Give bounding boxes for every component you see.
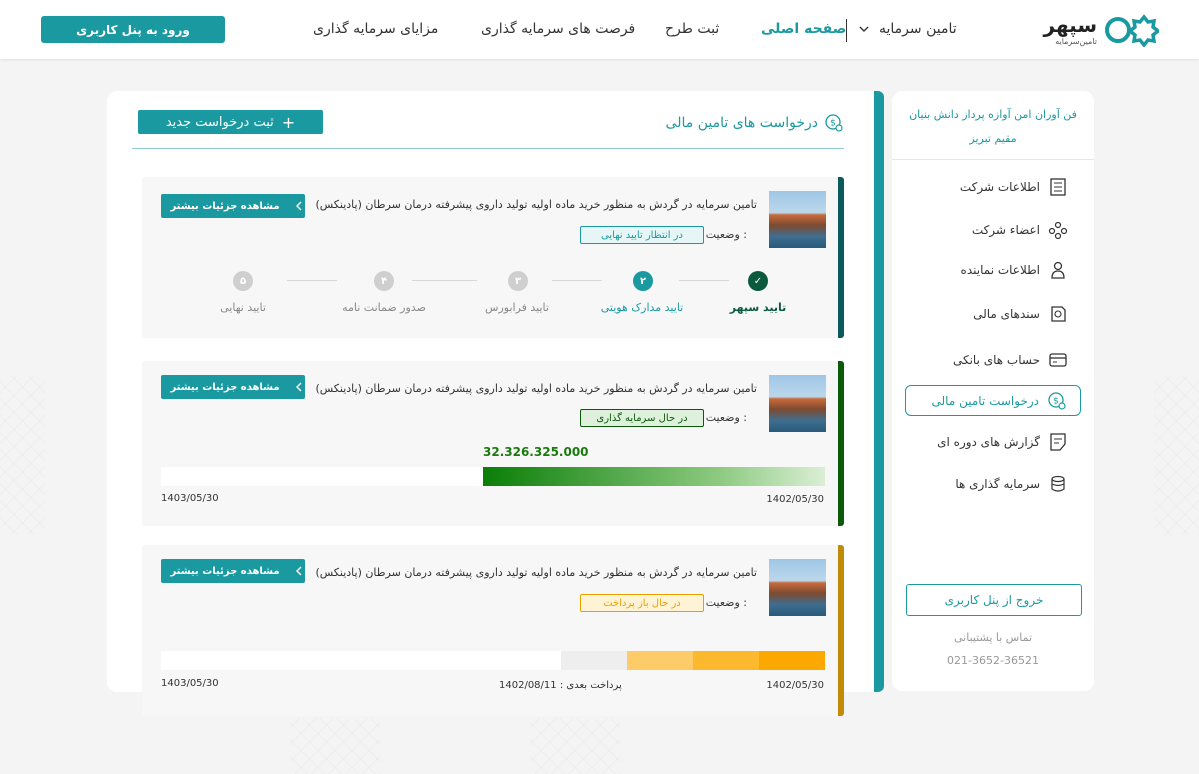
repayment-segment	[693, 651, 759, 670]
step-connector	[412, 280, 477, 281]
nav-investment-opportunities[interactable]: فرصت های سرمایه گذاری	[481, 21, 636, 37]
sidebar-item-financial-docs[interactable]	[905, 298, 1081, 329]
end-date: 1403/05/30	[161, 493, 219, 504]
view-details-label: مشاهده جزئیات بیشتر	[170, 200, 280, 212]
repayment-segment	[759, 651, 825, 670]
step-2-label: تایید مدارک هویتی	[600, 301, 684, 314]
step-4: ۴	[374, 271, 394, 291]
card-accent	[838, 177, 844, 338]
status-badge: در انتظار تایید نهایی	[580, 226, 704, 244]
sidebar-item-financing-request[interactable]	[905, 385, 1081, 416]
sidebar-item-label: گزارش های دوره ای	[937, 434, 1040, 449]
sidebar-item-investments[interactable]	[905, 468, 1081, 499]
new-request-label: ثبت درخواست جدید	[165, 114, 274, 130]
logo-subtext: تامین‌سرمایه	[1055, 37, 1097, 46]
sidebar-item-label: اطلاعات شرکت	[959, 179, 1040, 194]
status-label: وضعیت :	[705, 228, 747, 241]
nav-investment-benefits[interactable]: مزایای سرمایه گذاری	[313, 21, 439, 37]
main-panel-accent	[874, 91, 884, 692]
project-thumbnail	[769, 559, 826, 616]
step-1-label: تایید سپهر	[729, 301, 787, 314]
financial-doc-icon	[1048, 304, 1068, 324]
background-pattern-right	[1154, 375, 1199, 535]
logo-mark-icon	[1101, 13, 1159, 47]
logo-text: سپهر	[1043, 13, 1097, 37]
start-date: 1402/05/30	[766, 494, 824, 505]
step-5-label: تایید نهایی	[220, 301, 266, 314]
view-details-label: مشاهده جزئیات بیشتر	[170, 381, 280, 393]
company-name-line1: فن آوران امن آوازه پرداز دانش بنیان	[909, 108, 1077, 121]
background-pattern-bottom	[290, 718, 380, 774]
status-badge: در حال باز پرداخت	[580, 594, 704, 612]
sidebar-item-label: سرمایه گذاری ها	[955, 476, 1040, 491]
background-pattern-bottom	[530, 718, 620, 774]
coins-icon	[1048, 474, 1068, 494]
view-details-label: مشاهده جزئیات بیشتر	[170, 565, 280, 577]
background-pattern-left	[0, 375, 45, 535]
step-connector	[552, 280, 602, 281]
sidebar-item-label: سندهای مالی	[973, 306, 1040, 321]
chevron-down-icon[interactable]	[858, 24, 870, 34]
repayment-segment	[561, 651, 627, 670]
sidebar-item-bank-accounts[interactable]	[905, 344, 1081, 375]
sidebar-item-periodic-reports[interactable]	[905, 426, 1081, 457]
request-description: تامین سرمایه در گردش به منظور خرید ماده اولیه تولید داروی پیشرفته درمان سرطان (پادینکس)	[315, 198, 757, 211]
repayment-progress-bar	[161, 651, 825, 670]
sidebar-item-label: درخواست تامین مالی	[931, 393, 1039, 408]
end-date: 1403/05/30	[161, 678, 219, 689]
card-accent	[838, 545, 844, 716]
logout-button[interactable]: خروج از پنل کاربری	[906, 584, 1082, 616]
bank-card-icon	[1048, 350, 1068, 370]
request-card	[142, 545, 844, 716]
start-date: 1402/05/30	[766, 680, 824, 691]
title-divider	[132, 148, 844, 149]
status-label: وضعیت :	[705, 411, 747, 424]
repayment-segment	[627, 651, 693, 670]
sidebar-item-label: حساب های بانکی	[952, 352, 1040, 367]
step-connector	[287, 280, 337, 281]
report-icon	[1048, 432, 1068, 452]
step-5: ۵	[233, 271, 253, 291]
invested-amount: 32.326.325.000	[483, 445, 589, 459]
svg-text:$: $	[1053, 396, 1059, 406]
status-label: وضعیت :	[705, 596, 747, 609]
chevron-left-icon	[294, 565, 304, 577]
sidebar-item-label: اعضاء شرکت	[971, 222, 1040, 237]
investment-progress-bar	[161, 467, 825, 486]
view-details-button[interactable]	[161, 559, 305, 583]
login-panel-button[interactable]: ورود به پنل کاربری	[41, 16, 225, 43]
nav-register-plan[interactable]: ثبت طرح	[665, 21, 720, 37]
company-name	[892, 103, 1094, 151]
request-card	[142, 177, 844, 338]
nav-tamin-sarmayeh[interactable]: تامین سرمایه	[879, 21, 957, 37]
money-request-icon	[1047, 391, 1067, 411]
plus-icon: +	[281, 112, 296, 132]
page-title-text: درخواست های تامین مالی	[665, 115, 818, 131]
sidebar-item-label: اطلاعات نماینده	[960, 262, 1040, 277]
request-card	[142, 361, 844, 526]
document-list-icon	[1048, 177, 1068, 197]
page-title	[666, 113, 844, 133]
request-description: تامین سرمایه در گردش به منظور خرید ماده اولیه تولید داروی پیشرفته درمان سرطان (پادینکس)	[315, 566, 757, 579]
top-header	[0, 0, 1199, 59]
sidebar-divider	[892, 159, 1094, 160]
sepehr-logo[interactable]	[1027, 13, 1159, 47]
view-details-button[interactable]	[161, 194, 305, 218]
step-4-label: صدور ضمانت نامه	[342, 301, 426, 314]
person-icon	[1048, 260, 1068, 280]
step-3-label: تایید فرابورس	[485, 301, 549, 314]
chevron-left-icon	[294, 200, 304, 212]
step-2: ۲	[633, 271, 653, 291]
investment-progress-fill	[483, 467, 825, 486]
sidebar	[892, 91, 1094, 691]
request-description: تامین سرمایه در گردش به منظور خرید ماده اولیه تولید داروی پیشرفته درمان سرطان (پادینکس)	[315, 382, 757, 395]
project-thumbnail	[769, 375, 826, 432]
support-phone: 021-3652-36521	[947, 654, 1039, 667]
step-1-check: ✓	[748, 271, 768, 291]
sidebar-item-company-info[interactable]	[905, 171, 1081, 202]
svg-text:$: $	[830, 118, 836, 129]
project-thumbnail	[769, 191, 826, 248]
card-accent	[838, 361, 844, 526]
step-3: ۳	[508, 271, 528, 291]
nav-home[interactable]: صفحه اصلی	[761, 21, 847, 37]
chevron-left-icon	[294, 381, 304, 393]
view-details-button[interactable]	[161, 375, 305, 399]
new-request-button[interactable]	[138, 110, 323, 134]
step-connector	[679, 280, 729, 281]
status-badge: در حال سرمایه گذاری	[580, 409, 704, 427]
sidebar-item-company-members[interactable]	[905, 214, 1081, 245]
money-request-icon	[824, 113, 844, 133]
sidebar-item-representative-info[interactable]	[905, 254, 1081, 285]
members-icon	[1048, 220, 1068, 240]
support-label: تماس با پشتیبانی	[953, 631, 1033, 644]
company-name-line2: مقیم تبریز	[969, 132, 1017, 145]
next-payment-date: پرداخت بعدی : 1402/08/11	[499, 680, 622, 691]
